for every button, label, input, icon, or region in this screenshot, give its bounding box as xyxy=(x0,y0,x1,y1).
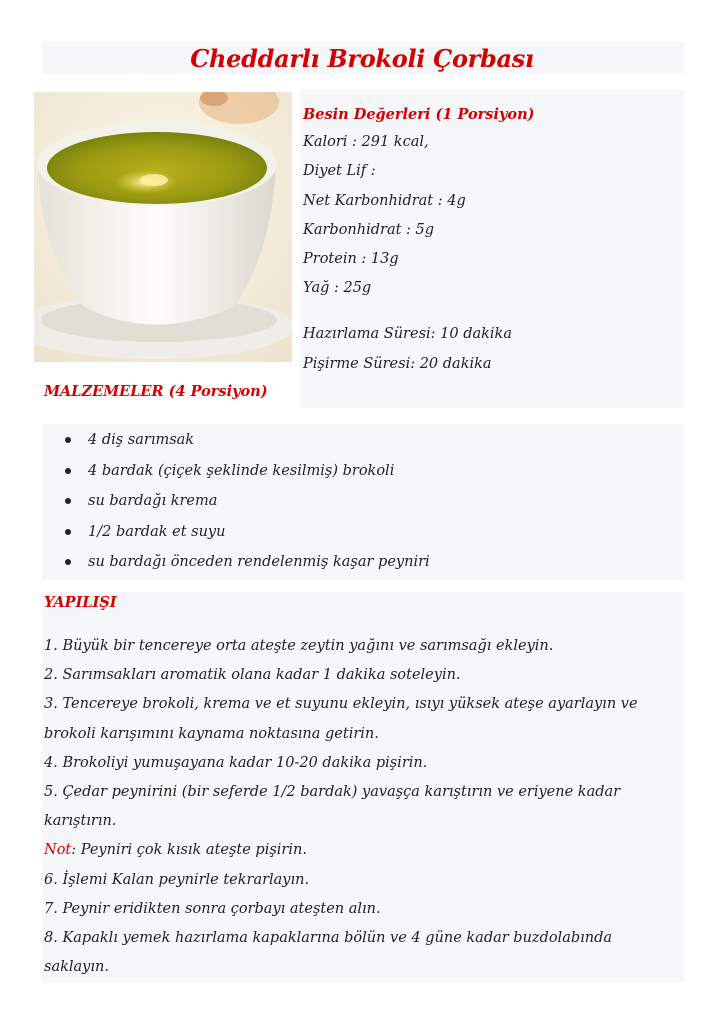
ingredient-text: su bardağı krema xyxy=(88,493,218,509)
steps-list xyxy=(44,632,674,982)
protein-line: Protein : 13g xyxy=(303,251,399,268)
step-line: 5. Çedar peynirini (bir seferde 1/2 bardak) yavaşça karıştırın ve eriyene kadar xyxy=(44,784,621,801)
nutrition-heading: Besin Değerleri (1 Porsiyon) xyxy=(303,106,535,123)
ingredient-text: su bardağı önceden rendelenmiş kaşar peyniri xyxy=(88,554,430,570)
ingredient-text: 4 bardak (çiçek şeklinde kesilmiş) brokoli xyxy=(88,462,395,479)
step-line: karıştırın. xyxy=(44,813,117,830)
steps-heading: YAPILIŞI xyxy=(44,594,117,611)
bullet-icon xyxy=(65,498,71,504)
list-item xyxy=(62,456,430,487)
fiber-line: Diyet Lif : xyxy=(303,163,376,180)
prep-time: Hazırlama Süresi: 10 dakika xyxy=(303,326,512,342)
soup-photo xyxy=(34,92,292,362)
bullet-icon xyxy=(65,437,71,443)
list-item xyxy=(62,486,430,517)
step-line: 3. Tencereye brokoli, krema ve et suyunu ekleyin, ısıyı yüksek ateşe ayarlayın ve xyxy=(44,696,638,713)
step-line: 4. Brokoliyi yumuşayana kadar 10-20 dakika pişirin. xyxy=(44,754,428,771)
page-title: Cheddarlı Brokoli Çorbası xyxy=(190,44,534,73)
step-line: 6. İşlemi Kalan peynirle tekrarlayın. xyxy=(44,871,310,888)
nutrition-info xyxy=(303,103,534,304)
list-item xyxy=(62,547,430,578)
list-item xyxy=(62,517,430,548)
step-line: saklayın. xyxy=(44,959,109,976)
time-info xyxy=(303,320,512,379)
step-line: 7. Peynir eridikten sonra çorbayı ateşten alın. xyxy=(44,900,381,917)
step-line: 1. Büyük bir tencereye orta ateşte zeytin yağını ve sarımsağı ekleyin. xyxy=(44,638,554,654)
step-line: 8. Kapaklı yemek hazırlama kapaklarına bölün ve 4 güne kadar buzdolabında xyxy=(44,930,613,947)
step-line: 2. Sarımsakları aromatik olana kadar 1 dakika soteleyin. xyxy=(44,667,461,684)
bullet-icon xyxy=(65,559,71,565)
note-label: Not xyxy=(44,842,72,859)
ingredient-text: 1/2 bardak et suyu xyxy=(88,523,226,540)
net-carbs-line: Net Karbonhidrat : 4g xyxy=(303,192,466,209)
carbs-line: Karbonhidrat : 5g xyxy=(303,221,435,238)
ingredients-heading: MALZEMELER (4 Porsiyon) xyxy=(44,383,268,400)
note-text: : Peyniri çok kısık ateşte pişirin. xyxy=(71,842,307,859)
list-item xyxy=(62,425,430,456)
note-line xyxy=(44,836,674,865)
step-line: brokoli karışımını kaynama noktasına getirin. xyxy=(44,725,379,742)
bullet-icon xyxy=(65,529,71,535)
ingredient-text: 4 diş sarımsak xyxy=(88,432,195,448)
cook-time: Pişirme Süresi: 20 dakika xyxy=(303,355,492,372)
fat-line: Yağ : 25g xyxy=(303,280,372,297)
bullet-icon xyxy=(65,468,71,474)
ingredients-list xyxy=(62,425,430,578)
calories-line: Kalori : 291 kcal, xyxy=(303,134,429,150)
